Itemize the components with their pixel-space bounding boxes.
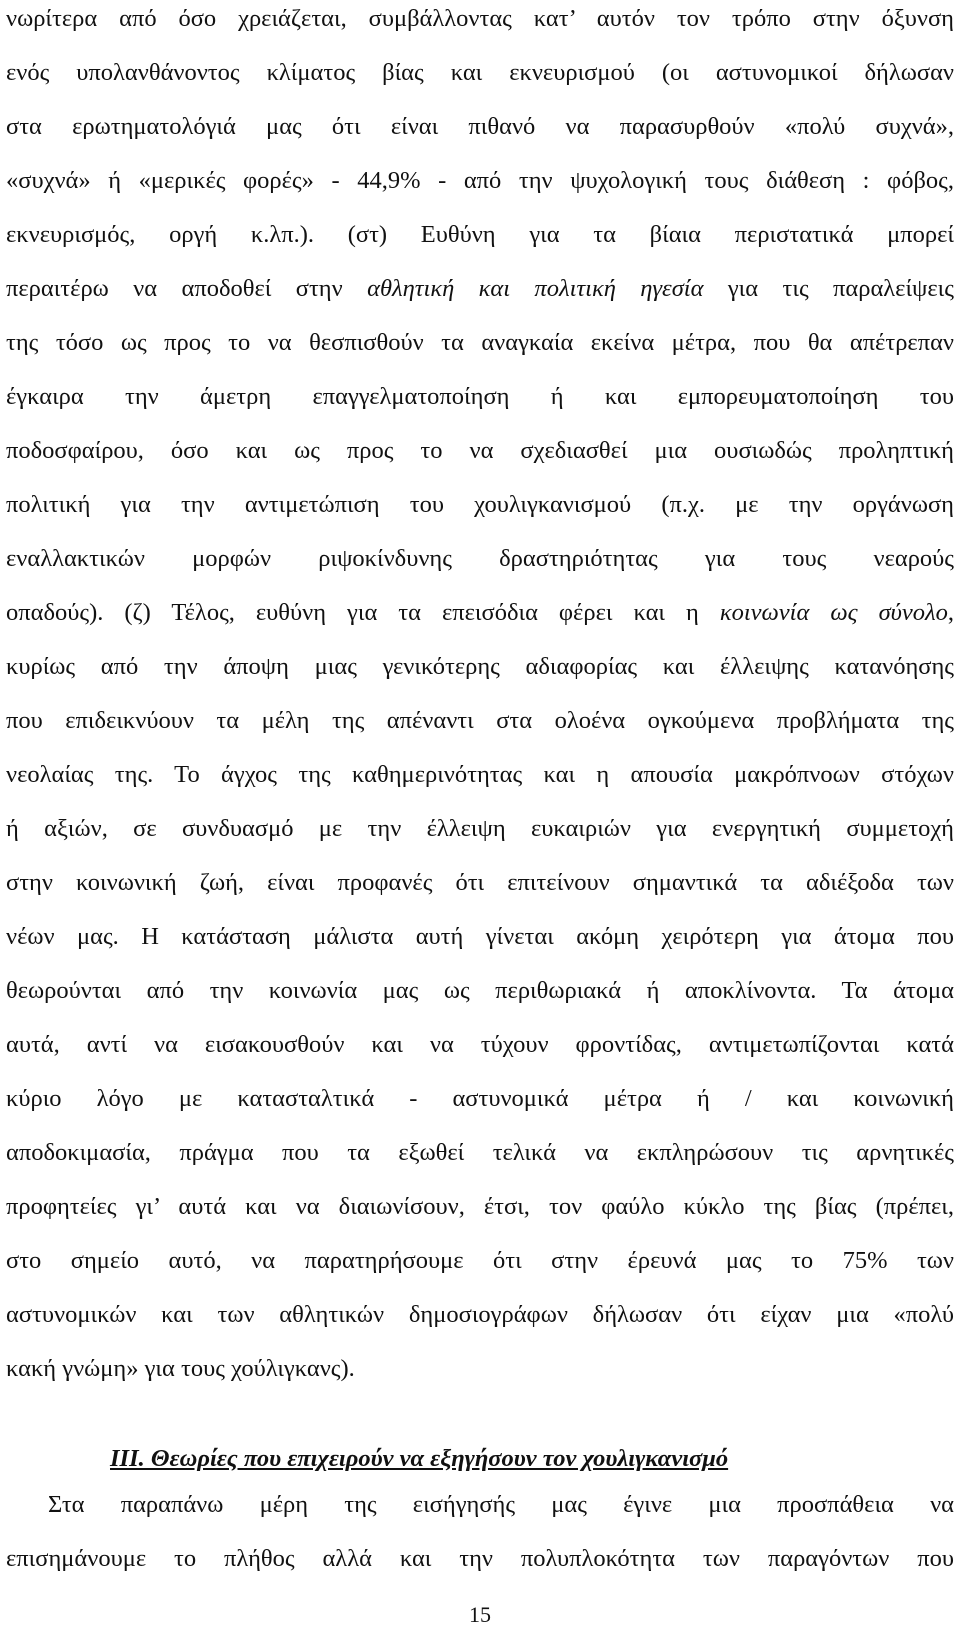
text-line: κύριο λόγο με κατασταλτικά - αστυνομικά μέτρα ή / και κοινωνική — [6, 1085, 954, 1112]
page-number: 15 — [469, 1602, 491, 1627]
text-line: ποδοσφαίρου, όσο και ως προς το να σχεδιασθεί μια ουσιωδώς προληπτική — [6, 437, 954, 464]
text-line: πολιτική για την αντιμετώπιση του χουλιγκανισμού (π.χ. με την οργάνωση — [6, 491, 954, 518]
text-line: στα ερωτηματολόγιά μας ότι είναι πιθανό να παρασυρθούν «πολύ συχνά», — [6, 113, 954, 140]
text-line: ή αξιών, σε συνδυασμό με την έλλειψη ευκαιριών για ενεργητική συμμετοχή — [6, 815, 954, 842]
text-line: εναλλακτικών μορφών ριψοκίνδυνης δραστηριότητας για τους νεαρούς — [6, 545, 954, 572]
text-line: κυρίως από την άποψη μιας γενικότερης αδιαφορίας και έλλειψης κατανόησης — [6, 653, 954, 680]
text-line: νωρίτερα από όσο χρειάζεται, συμβάλλοντας κατ’ αυτόν τον τρόπο στην όξυνση — [6, 5, 954, 32]
text-segment: περαιτέρω να αποδοθεί στην — [6, 275, 368, 302]
text-line: επισημάνουμε το πλήθος αλλά και την πολυπλοκότητα των παραγόντων που — [6, 1545, 954, 1572]
italic-phrase: κοινωνία ως σύνολο — [719, 599, 948, 626]
text-line: νεολαίας της. Το άγχος της καθημερινότητας και η απουσία μακρόπνοων στόχων — [6, 761, 954, 788]
text-line: έγκαιρα την άμετρη επαγγελματοποίηση ή και εμπορευματοποίηση του — [6, 383, 954, 410]
text-line: αποδοκιμασία, πράγμα που τα εξωθεί τελικά να εκπληρώσουν τις αρνητικές — [6, 1139, 954, 1166]
text-line: ενός υπολανθάνοντος κλίματος βίας και εκνευρισμού (οι αστυνομικοί δήλωσαν — [6, 59, 954, 86]
text-line — [6, 274, 954, 304]
text-segment: οπαδούς). (ζ) Τέλος, ευθύνη για τα επεισόδια φέρει και η — [6, 599, 720, 626]
text-line: της τόσο ως προς το να θεσπισθούν τα αναγκαία εκείνα μέτρα, που θα απέτρεπαν — [6, 329, 954, 356]
text-line: Στα παραπάνω μέρη της εισήγησής μας έγινε μια προσπάθεια να — [48, 1491, 954, 1518]
text-line: εκνευρισμός, οργή κ.λπ.). (στ) Ευθύνη για τα βίαια περιστατικά μπορεί — [6, 221, 954, 248]
text-line: νέων μας. Η κατάσταση μάλιστα αυτή γίνεται ακόμη χειρότερη για άτομα που — [6, 923, 954, 950]
text-line: «συχνά» ή «μερικές φορές» - 44,9% - από την ψυχολογική τους διάθεση : φόβος, — [6, 167, 954, 194]
text-segment: , — [947, 599, 955, 626]
section-heading: ΙΙΙ. Θεωρίες που επιχειρούν να εξηγήσουν τον χουλιγκανισμό — [110, 1445, 729, 1472]
text-line: προφητείες γι’ αυτά και να διαιωνίσουν, έτσι, τον φαύλο κύκλο της βίας (πρέπει, — [6, 1193, 954, 1220]
text-line — [6, 598, 954, 628]
text-line: στο σημείο αυτό, να παρατηρήσουμε ότι στην έρευνά μας το 75% των — [6, 1247, 954, 1274]
text-line: που επιδεικνύουν τα μέλη της απέναντι στα ολοένα ογκούμενα προβλήματα της — [6, 707, 954, 734]
text-line: θεωρούνται από την κοινωνία μας ως περιθωριακά ή αποκλίνοντα. Τα άτομα — [6, 977, 954, 1004]
text-line-final: κακή γνώμη» για τους χούλιγκανς). — [6, 1355, 355, 1382]
italic-phrase: αθλητική και πολιτική ηγεσία — [367, 275, 704, 302]
text-line: αυτά, αντί να εισακουσθούν και να τύχουν φροντίδας, αντιμετωπίζονται κατά — [6, 1031, 954, 1058]
text-line: αστυνομικών και των αθλητικών δημοσιογράφων δήλωσαν ότι είχαν μια «πολύ — [6, 1301, 954, 1328]
text-line: στην κοινωνική ζωή, είναι προφανές ότι επιτείνουν σημαντικά τα αδιέξοδα των — [6, 869, 954, 896]
text-segment: για τις παραλείψεις — [703, 275, 954, 302]
